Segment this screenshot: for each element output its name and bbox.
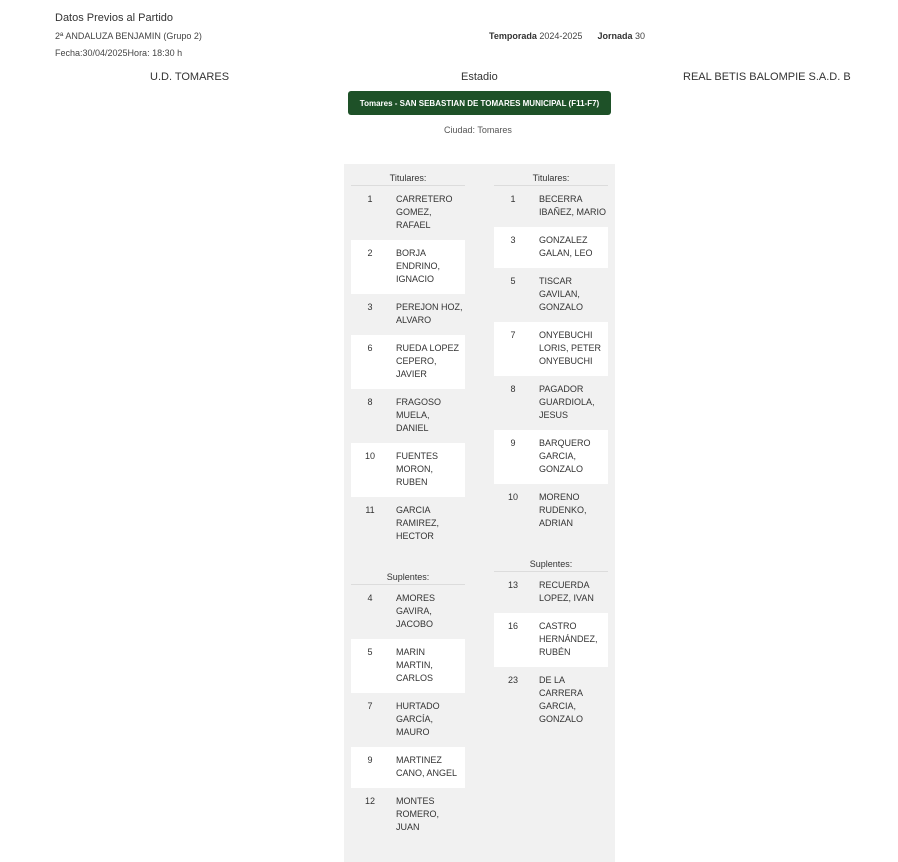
player-name: FRAGOSO MUELA, DANIEL — [396, 397, 442, 433]
player-name: HURTADO GARCÍA, MAURO — [396, 701, 440, 737]
player-name: BORJA ENDRINO, IGNACIO — [396, 248, 441, 284]
player-number: 9 — [367, 755, 373, 765]
player-row[interactable] — [494, 186, 608, 227]
player-name: GARCIA RAMIREZ, HECTOR — [396, 505, 440, 541]
player-number: 6 — [367, 343, 373, 353]
player-number: 8 — [367, 397, 373, 407]
player-row[interactable] — [494, 667, 608, 734]
player-row[interactable] — [494, 227, 608, 268]
player-number: 13 — [507, 580, 518, 590]
player-number: 3 — [367, 302, 373, 312]
venue-button[interactable]: Tomares - SAN SEBASTIAN DE TOMARES MUNICIPAL (F11-F7) — [348, 91, 611, 115]
player-name: BECERRA IBAÑEZ, MARIO — [539, 194, 607, 217]
player-row[interactable] — [494, 268, 608, 322]
player-row[interactable] — [351, 240, 465, 294]
player-name: BARQUERO GARCIA, GONZALO — [539, 438, 591, 474]
player-row[interactable] — [351, 497, 465, 551]
season-round-info — [489, 31, 645, 41]
home-subs-heading: Suplentes: — [351, 563, 465, 585]
player-name: RUEDA LOPEZ CEPERO, JAVIER — [396, 343, 460, 379]
player-number: 3 — [510, 235, 516, 245]
player-name: MARTINEZ CANO, ANGEL — [396, 755, 458, 778]
player-row[interactable] — [351, 294, 465, 335]
player-row[interactable] — [494, 430, 608, 484]
player-row[interactable] — [351, 639, 465, 693]
date-time-label: Fecha:30/04/2025Hora: 18:30 h — [55, 48, 183, 58]
home-starters-heading: Titulares: — [351, 164, 465, 186]
player-row[interactable] — [494, 572, 608, 613]
competition-label: 2ª ANDALUZA BENJAMIN (Grupo 2) — [55, 31, 202, 41]
player-row[interactable] — [494, 376, 608, 430]
away-subs-heading: Suplentes: — [494, 550, 608, 572]
lineups-panel — [344, 164, 615, 862]
player-row[interactable] — [351, 186, 465, 240]
home-starters-list — [351, 186, 465, 551]
stadium-label: Estadio — [461, 71, 498, 83]
player-name: MORENO RUDENKO, ADRIAN — [539, 492, 587, 528]
player-number: 7 — [367, 701, 373, 711]
player-name: PAGADOR GUARDIOLA, JESUS — [539, 384, 595, 420]
player-row[interactable] — [351, 585, 465, 639]
round-value: 30 — [634, 31, 645, 41]
player-row[interactable] — [351, 747, 465, 788]
player-number: 5 — [510, 276, 516, 286]
player-name: MONTES ROMERO, JUAN — [396, 796, 440, 832]
away-team-name: REAL BETIS BALOMPIE S.A.D. B — [683, 71, 851, 83]
player-name: PEREJON HOZ, ALVARO — [396, 302, 463, 325]
player-number: 5 — [367, 647, 373, 657]
player-number: 1 — [367, 194, 373, 204]
player-row[interactable] — [494, 484, 608, 538]
away-starters-heading: Titulares: — [494, 164, 608, 186]
home-subs-list — [351, 585, 465, 842]
player-name: GONZALEZ GALAN, LEO — [539, 235, 593, 258]
player-number: 7 — [510, 330, 516, 340]
player-row[interactable] — [351, 335, 465, 389]
player-name: AMORES GAVIRA, JACOBO — [396, 593, 436, 629]
player-name: CASTRO HERNÁNDEZ, RUBÉN — [539, 621, 598, 657]
player-number: 4 — [367, 593, 373, 603]
player-row[interactable] — [494, 322, 608, 376]
player-row[interactable] — [351, 693, 465, 747]
home-lineup — [351, 164, 465, 842]
round-label: Jornada — [597, 31, 633, 41]
page-title: Datos Previos al Partido — [55, 12, 173, 24]
player-name: DE LA CARRERA GARCIA, GONZALO — [539, 675, 584, 724]
player-number: 1 — [510, 194, 516, 204]
player-number: 16 — [507, 621, 518, 631]
player-number: 12 — [364, 796, 375, 806]
player-number: 10 — [507, 492, 518, 502]
player-row[interactable] — [351, 443, 465, 497]
player-name: MARIN MARTIN, CARLOS — [396, 647, 434, 683]
city-label: Ciudad: Tomares — [444, 125, 512, 135]
player-number: 9 — [510, 438, 516, 448]
away-lineup — [494, 164, 608, 734]
player-row[interactable] — [351, 788, 465, 842]
player-row[interactable] — [494, 613, 608, 667]
player-name: RECUERDA LOPEZ, IVAN — [539, 580, 594, 603]
player-name: ONYEBUCHI LORIS, PETER ONYEBUCHI — [539, 330, 602, 366]
player-row[interactable] — [351, 389, 465, 443]
player-number: 2 — [367, 248, 373, 258]
player-name: FUENTES MORON, RUBEN — [396, 451, 439, 487]
home-team-name: U.D. TOMARES — [150, 71, 230, 83]
player-number: 23 — [507, 675, 518, 685]
away-starters-list — [494, 186, 608, 538]
player-name: CARRETERO GOMEZ, RAFAEL — [396, 194, 453, 230]
player-name: TISCAR GAVILAN, GONZALO — [539, 276, 584, 312]
away-subs-list — [494, 572, 608, 734]
player-number: 8 — [510, 384, 516, 394]
player-number: 10 — [364, 451, 375, 461]
player-number: 11 — [365, 505, 375, 515]
season-value: 2024-2025 — [539, 31, 583, 41]
season-label: Temporada — [489, 31, 537, 41]
